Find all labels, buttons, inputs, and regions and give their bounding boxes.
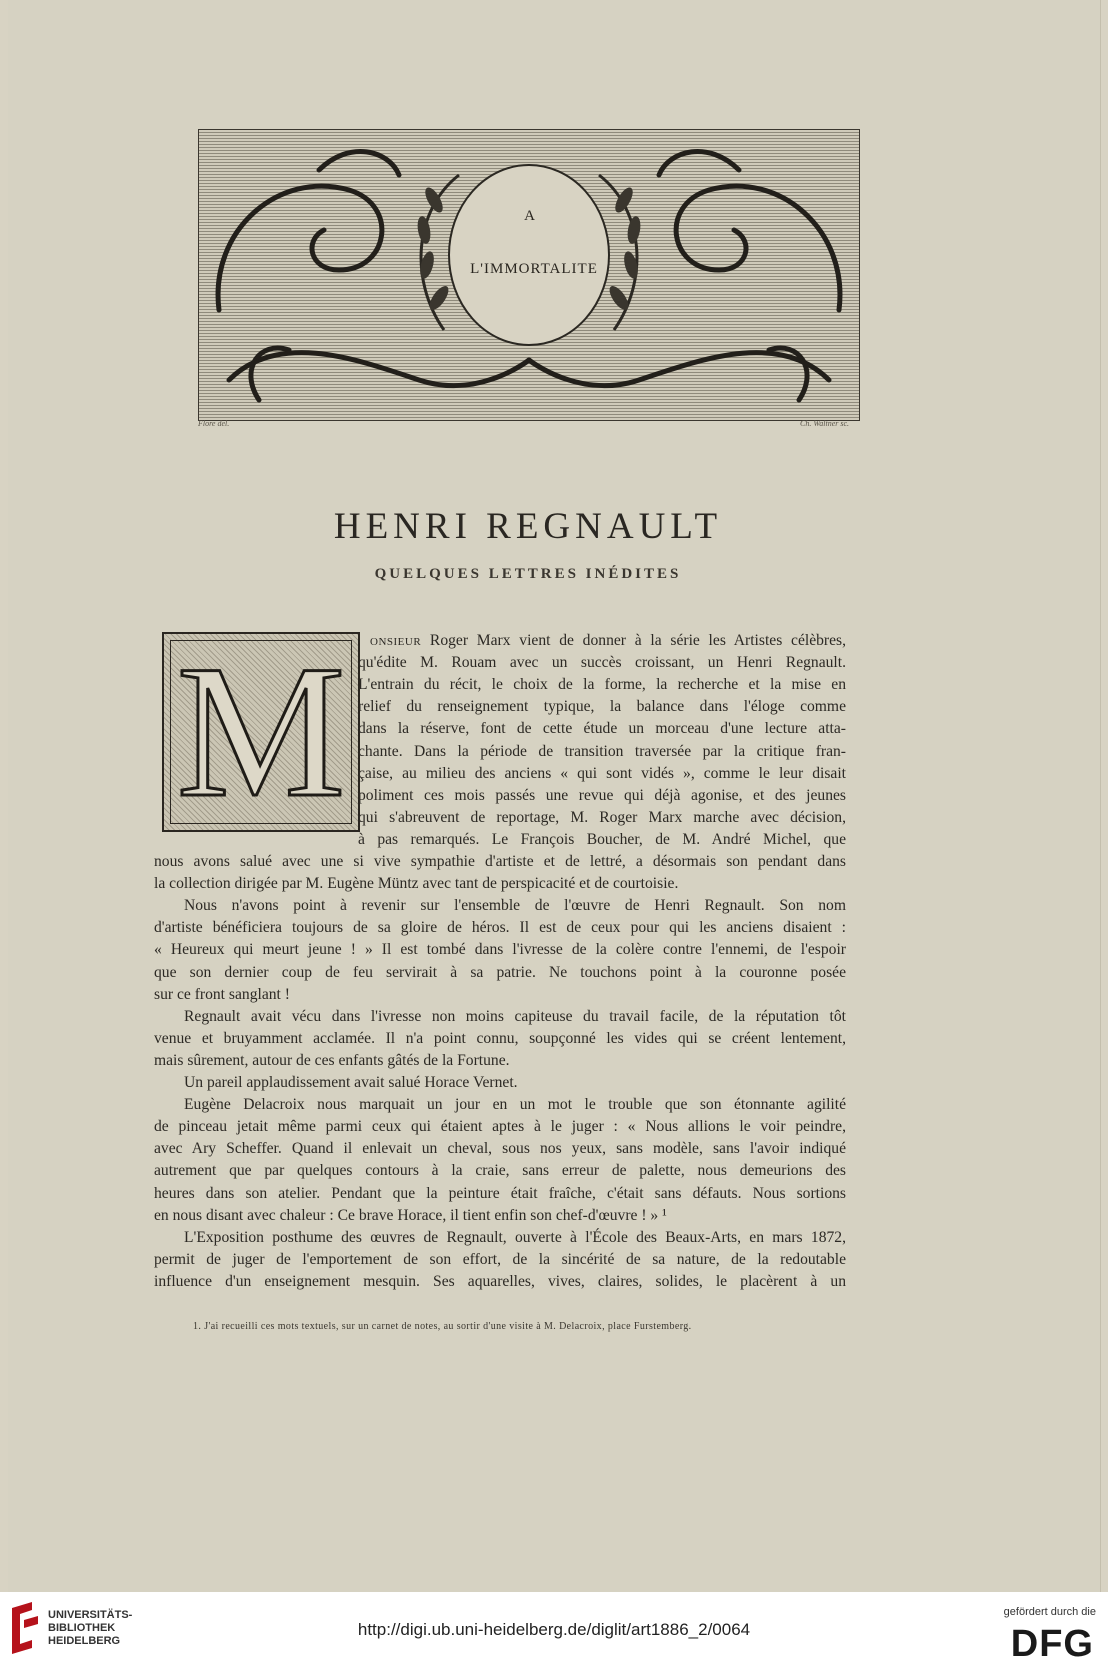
text-line: [184, 1006, 846, 1028]
text-line: [154, 939, 846, 961]
line-text: poliment ces mois passés une revue qui déjà agonise, et des jeunes: [358, 786, 846, 804]
line-text: de pinceau jetait même parmi ceux qui étaient aptes à le juger : « Nous allions le voir peindre,: [154, 1118, 846, 1136]
scanned-page: [8, 0, 1101, 1592]
drop-cap-letter: M: [176, 627, 346, 837]
text-line: [358, 763, 846, 785]
line-text: mais sûrement, autour de ces enfants gâtés de la Fortune.: [154, 1051, 510, 1069]
text-line: [154, 1028, 846, 1050]
cartouche-letter: A: [524, 208, 536, 224]
text-line: [358, 674, 846, 696]
text-line: [184, 895, 846, 917]
line-text: influence d'un enseignement mesquin. Ses aquarelles, vives, claires, solides, le placèrent à un: [154, 1272, 846, 1290]
text-line: [154, 1160, 846, 1182]
line-text: autrement que par quelques contours à la craie, sans erreur de palette, nous demeurions des: [154, 1162, 846, 1180]
text-line: [358, 829, 846, 851]
text-line: [370, 630, 846, 652]
line-text: que son dernier coup de feu servirait à sa patrie. Ne touchons point à la couronne posée: [154, 963, 846, 981]
line-text: relief du renseignement typique, la balance dans l'éloge comme: [358, 698, 846, 716]
text-line: [154, 1138, 846, 1160]
text-line: [154, 1205, 846, 1227]
line-text: Un pareil applaudissement avait salué Horace Vernet.: [184, 1074, 518, 1091]
line-text: d'artiste bénéficiera toujours de sa gloire de héros. Il est de ceux pour qui les anciens disaient :: [154, 919, 846, 937]
line-text: sur ce front sanglant !: [154, 985, 290, 1003]
text-line: [154, 917, 846, 939]
text-line: [154, 851, 846, 873]
article-title: HENRI REGNAULT: [333, 506, 723, 547]
drop-cap: [162, 627, 360, 837]
text-line: [184, 1094, 846, 1116]
line-text: L'Exposition posthume des œuvres de Regnault, ouverte à l'École des Beaux-Arts, en mars 1872,: [184, 1228, 846, 1246]
line-text: la collection dirigée par M. Eugène Müntz avec tant de perspicacité et de courtoisie.: [154, 875, 679, 893]
line-text: heures dans son atelier. Pendant que la peinture était fraîche, c'était sans défauts. Nous sortions: [154, 1184, 846, 1202]
engraving-credit-right: Ch. Waltner sc.: [800, 419, 850, 428]
engraving-credit-left: Flore del.: [198, 419, 230, 428]
text-line: [358, 785, 846, 807]
line-text: qui s'abreuvent de reportage, M. Roger Marx marche avec décision,: [358, 808, 846, 826]
text-line: [358, 652, 846, 674]
article-subtitle: QUELQUES LETTRES INÉDITES: [374, 566, 682, 582]
text-line: [154, 1050, 846, 1072]
header-engraving: [198, 129, 860, 421]
line-text: çaise, au milieu des anciens « qui sont vidés », comme le leur disait: [358, 764, 846, 782]
dfg-logo[interactable]: DFG: [1010, 1623, 1094, 1665]
line-text: en nous disant avec chaleur : Ce brave Horace, il tient enfin son chef-d'œuvre ! » ¹: [154, 1206, 667, 1224]
text-line: [154, 1271, 846, 1293]
line-text: nous avons salué avec une si vive sympathie d'artiste et de lettré, a désormais son pendant dans: [154, 853, 846, 870]
text-line: [154, 873, 846, 895]
line-text: « Heureux qui meurt jeune ! » Il est tombé dans l'ivresse de la colère contre l'ennemi, de l'espoir: [154, 941, 846, 959]
line-text: Nous n'avons point à revenir sur l'ensemble de l'œuvre de Henri Regnault. Son nom: [184, 897, 846, 915]
text-line: [184, 1072, 846, 1094]
text-line: [358, 741, 846, 763]
text-line: [358, 696, 846, 718]
text-line: [358, 807, 846, 829]
footnote: 1. J'ai recueilli ces mots textuels, sur un carnet de notes, au sortir d'une visite à M. Delacroix, place Furstemberg.: [193, 1321, 692, 1332]
line-text: venue et bruyamment acclamée. Il n'a point connu, soupçonné les vides qui se créent lentement,: [154, 1029, 846, 1047]
line-text: à pas remarqués. Le François Boucher, de M. André Michel, que: [358, 830, 846, 848]
library-name-line: HEIDELBERG: [48, 1635, 121, 1647]
library-name-line: BIBLIOTHEK: [48, 1622, 116, 1634]
line-text: chante. Dans la période de transition traversée par la critique fran-: [358, 742, 846, 760]
line-text: Regnault avait vécu dans l'ivresse non moins capiteuse du travail facile, de la réputation tôt: [184, 1007, 846, 1025]
sponsor-label: gefördert durch die: [1003, 1606, 1096, 1618]
line-text: avec Ary Scheffer. Quand il enlevait un cheval, sous nos yeux, sans modèle, sans l'avoir indiqué: [154, 1140, 846, 1158]
line-text: Roger Marx vient de donner à la série les Artistes célèbres,: [421, 632, 846, 649]
library-name-line: UNIVERSITÄTS-: [48, 1609, 133, 1621]
line-text: permit de juger de l'emportement de son effort, de la sincérité de sa nature, de la redoutable: [154, 1250, 846, 1268]
line-text: Eugène Delacroix nous marquait un jour en un mot le trouble que son étonnante agilité: [184, 1096, 846, 1114]
footer-bar: [0, 1592, 1108, 1671]
text-line: [154, 1183, 846, 1205]
text-line: [154, 1249, 846, 1271]
text-line: [154, 1116, 846, 1138]
line-text: dans la réserve, font de cette étude un morceau d'une lecture atta-: [358, 720, 846, 738]
line-text: qu'édite M. Rouam avec un succès croissant, un Henri Regnault.: [358, 654, 846, 672]
permalink-url[interactable]: http://digi.ub.uni-heidelberg.de/diglit/art1886_2/0064: [357, 1620, 751, 1639]
text-line: [358, 718, 846, 740]
text-line: [154, 962, 846, 984]
cartouche-inscription: L'IMMORTALITE: [470, 261, 598, 277]
text-line: [154, 984, 846, 1006]
text-line: [184, 1227, 846, 1249]
small-caps-lead: onsieur: [370, 632, 422, 649]
line-text: L'entrain du récit, le choix de la forme, la recherche et la mise en: [358, 676, 846, 694]
